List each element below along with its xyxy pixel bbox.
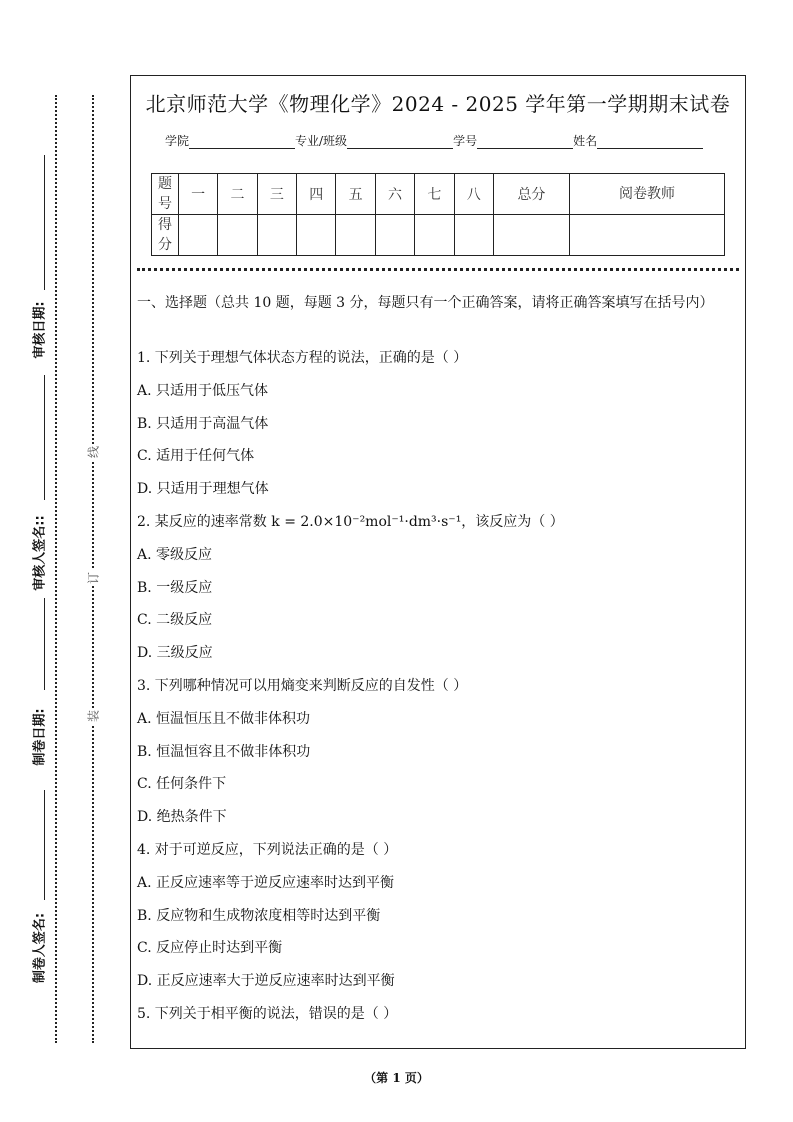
answer-option: D. 绝热条件下 bbox=[137, 809, 227, 826]
exam-frame bbox=[130, 75, 746, 1049]
col-header: 三 bbox=[257, 174, 296, 215]
binding-mark-ding: 订 bbox=[86, 571, 101, 585]
answer-option: B. 反应物和生成物浓度相等时达到平衡 bbox=[137, 907, 381, 924]
major-class-field[interactable] bbox=[347, 134, 453, 149]
student-info bbox=[165, 132, 703, 149]
answer-option: A. 恒温恒压且不做非体积功 bbox=[137, 710, 311, 727]
score-cell[interactable] bbox=[493, 215, 569, 256]
score-cell[interactable] bbox=[218, 215, 257, 256]
field-label-major: 专业/班级 bbox=[295, 134, 348, 148]
signature-line bbox=[44, 790, 45, 900]
score-cell[interactable] bbox=[336, 215, 375, 256]
row-label: 题号 bbox=[152, 174, 179, 215]
reviewer-signature-label: 审核人签名:: bbox=[32, 515, 48, 591]
score-cell[interactable] bbox=[257, 215, 296, 256]
answer-option: C. 二级反应 bbox=[137, 612, 213, 629]
answer-option: C. 任何条件下 bbox=[137, 776, 227, 793]
score-cell[interactable] bbox=[297, 215, 336, 256]
col-header: 四 bbox=[297, 174, 336, 215]
page-title: 北京师范大学《物理化学》2024 - 2025 学年第一学期期末试卷 bbox=[145, 92, 731, 116]
answer-option: D. 正反应速率大于逆反应速率时达到平衡 bbox=[137, 973, 395, 990]
signature-line bbox=[44, 375, 45, 500]
binding-mark-xian: 线 bbox=[86, 445, 101, 459]
col-header: 八 bbox=[454, 174, 493, 215]
score-cell[interactable] bbox=[375, 215, 414, 256]
col-header: 二 bbox=[218, 174, 257, 215]
question-text: 4. 对于可逆反应，下列说法正确的是（ ） bbox=[137, 842, 398, 858]
col-header: 六 bbox=[375, 174, 414, 215]
score-cell[interactable] bbox=[179, 215, 218, 256]
answer-option: B. 一级反应 bbox=[137, 579, 213, 596]
score-cell[interactable] bbox=[570, 215, 725, 256]
col-header: 总分 bbox=[493, 174, 569, 215]
answer-option: D. 三级反应 bbox=[137, 645, 213, 662]
score-table bbox=[151, 173, 725, 256]
score-cell[interactable] bbox=[454, 215, 493, 256]
field-label-name: 姓名 bbox=[573, 134, 598, 148]
student-id-field[interactable] bbox=[477, 134, 573, 149]
field-label-id: 学号 bbox=[453, 134, 478, 148]
binding-mark-zhuang: 装 bbox=[86, 709, 101, 723]
page-number: （第 1 页） bbox=[364, 1071, 429, 1085]
col-header: 阅卷教师 bbox=[570, 174, 725, 215]
col-header: 一 bbox=[179, 174, 218, 215]
score-cell[interactable] bbox=[415, 215, 454, 256]
question-text: 5. 下列关于相平衡的说法，错误的是（ ） bbox=[137, 1006, 398, 1022]
signature-line bbox=[44, 155, 45, 290]
answer-option: A. 只适用于低压气体 bbox=[137, 382, 269, 399]
compile-date-label: 制卷日期: bbox=[32, 708, 48, 766]
table-row bbox=[152, 215, 725, 256]
binding-dotted-line-outer bbox=[55, 95, 57, 1043]
question-text: 2. 某反应的速率常数 k = 2.0×10⁻²mol⁻¹·dm³·s⁻¹，该反应为（ ） bbox=[137, 514, 564, 530]
table-row bbox=[152, 174, 725, 215]
review-date-label: 审核日期: bbox=[32, 301, 48, 359]
answer-option: C. 适用于任何气体 bbox=[137, 448, 255, 465]
answer-option: D. 只适用于理想气体 bbox=[137, 481, 269, 498]
separator-dotted-line bbox=[137, 268, 739, 271]
name-field[interactable] bbox=[597, 134, 703, 149]
answer-option: A. 正反应速率等于逆反应速率时达到平衡 bbox=[137, 874, 395, 891]
answer-option: A. 零级反应 bbox=[137, 546, 213, 563]
question-text: 3. 下列哪种情况可以用熵变来判断反应的自发性（ ） bbox=[137, 678, 468, 694]
field-label-college: 学院 bbox=[165, 134, 190, 148]
col-header: 五 bbox=[336, 174, 375, 215]
section-heading: 一、选择题（总共 10 题，每题 3 分，每题只有一个正确答案，请将正确答案填写在括号内） bbox=[137, 295, 714, 311]
col-header: 七 bbox=[415, 174, 454, 215]
college-field[interactable] bbox=[189, 134, 295, 149]
signature-line bbox=[44, 598, 45, 690]
answer-option: C. 反应停止时达到平衡 bbox=[137, 940, 283, 957]
row-label: 得分 bbox=[152, 215, 179, 256]
question-text: 1. 下列关于理想气体状态方程的说法，正确的是（ ） bbox=[137, 350, 468, 366]
answer-option: B. 恒温恒容且不做非体积功 bbox=[137, 743, 311, 760]
compiler-signature-label: 制卷人签名: bbox=[32, 912, 48, 984]
answer-option: B. 只适用于高温气体 bbox=[137, 415, 269, 432]
